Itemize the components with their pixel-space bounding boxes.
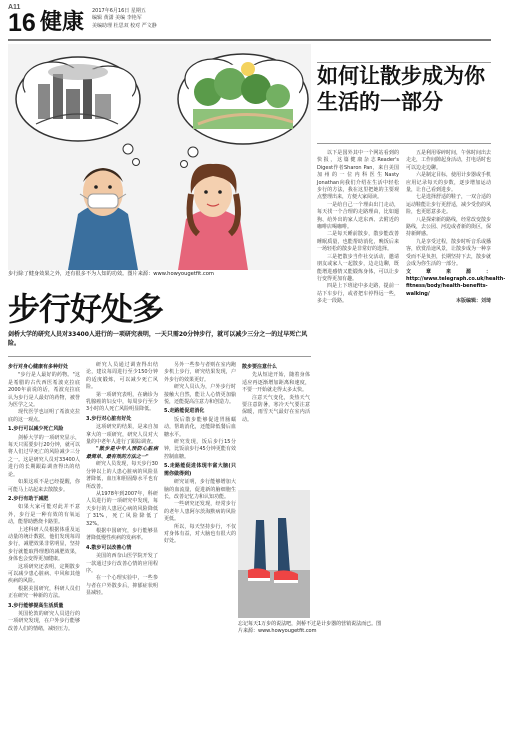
paragraph: 从1978年到2007年，科研人员进行的一项研究中发现，每天步行的人患冠心病的风险降低了31%，死亡风险降低了32%。 xyxy=(86,490,158,527)
paragraph: 现代医学也证明了希波克拉底的这一观点。 xyxy=(8,409,80,423)
paragraph: 这项研究还表明，定期散步可以减少患心脏病、中风和其他疾病的风险。 xyxy=(8,563,80,585)
illustration-svg xyxy=(8,44,311,270)
header-info xyxy=(92,8,157,30)
section-heading: 步行对身心健康有多种好处 xyxy=(8,364,69,370)
paragraph: 以下是国外其中一个网站看到的快报，这篇健康杂志Reader's Digest作者Sharon Pan，来自美国加州的一位内科医生Nasty Jonathan向我们介绍在生活中轻松步行的方法，我在这里把她的主要观点整理出来，方便大家阅读。 xyxy=(317,150,399,201)
figure-caption: 忘记每天1万步的说法吧，剑桥不过是计步器的营销说法而已。图片来源：www.howyougetfit.com xyxy=(238,621,382,634)
paragraph: 一些研究还发现，经常步行的老年人患阿尔茨海默病的风险更低。 xyxy=(164,501,236,523)
section-heading: 5.走路能促进体现丰富大脑(只需你做得到) xyxy=(164,463,236,477)
paragraph: 剑桥大学的一项研究显示，每天只需要步行20分钟，就可以将人们过早死亡的风险减少三分之一。这是研究人员对33400人进行的长期跟踪调查得出的结论。 xyxy=(8,434,80,478)
sidebar-title: 散步要注意什么 xyxy=(242,364,278,370)
paragraph: 上述科研人员根据体重及运动量的统计数据，他们发现每周步行，减肥效果非常明显，坚持步行就能取得理想的减肥效果，身体也会变得更加健康。 xyxy=(8,526,80,563)
paragraph: 二是每天睡前散步，散步能改善睡眠质量，也能帮助消化，晚饭后来一场轻松的散步是非常好的选择。 xyxy=(317,231,399,253)
header-info-line: 2017年6月16日 星期五 xyxy=(92,8,146,14)
main-article-title: 步行好处多 xyxy=(8,290,164,328)
article-column-2 xyxy=(86,362,158,746)
walking-shoes-icon xyxy=(238,490,310,618)
paragraph: 四是上下班途中多走路，提前一站下车步行，或者把车停得远一些，多走一段路。 xyxy=(317,283,399,305)
illustration-caption: 步行除了健身效果之外，还有很多不为人知的功效。图片来源：www.howyougetfit.com xyxy=(8,271,214,277)
article-column-4 xyxy=(242,362,310,484)
paragraph: 如果这项不是已经提醒，你可能马上站起来去散散步。 xyxy=(8,479,80,493)
page-number: 16 xyxy=(8,9,36,37)
section-heading: 4.散步可以改善心情 xyxy=(86,544,132,551)
editor-credit: 本版编辑：刘琦 xyxy=(455,298,491,305)
paragraph: 另外一些参与者则在室内跑步机上步行，研究结果发现，户外步行的效果更好。 xyxy=(164,362,236,383)
section-heading: 3.步行对心脏有好处 xyxy=(86,415,132,422)
paragraph: 五是利用零碎时间，午休时间出去走走，工作间隙起身活动，打电话时也可以边走边聊。 xyxy=(406,150,492,171)
right-title-rule xyxy=(317,62,491,63)
article-lede: 剑桥大学的研究人员对33400人进行的一项研究表明，一天只需20分钟步行，就可以减少三分之一的过早死亡风险。 xyxy=(8,331,308,347)
paragraph: 研究人员认为，户外步行时接触大自然，能让人心情更加愉悦，还能提高注意力和创造力。 xyxy=(164,384,236,406)
paragraph: 研究人员通过调查得出结论，建议每周进行至少150分钟的适度锻炼，可以减少死亡风险。 xyxy=(86,362,158,391)
main-illustration xyxy=(8,44,311,270)
lede-rule xyxy=(8,356,311,357)
pull-quote: "散步是中年人预防心脏病最简单、最有效的方法之一" xyxy=(86,446,158,460)
right-column-1 xyxy=(317,150,399,740)
paragraph: 先从短途开始，随着身体适应再逐渐增加距离和速度，不要一开始就走得太多太快。 xyxy=(242,372,310,394)
paragraph: 英国伦敦的研究人员进行的一项研究发现，在户外步行能够改善人们的情绪，减轻压力。 xyxy=(8,611,80,632)
walking-figure xyxy=(238,490,310,618)
section-heading: 1.步行可以减少死亡风险 xyxy=(8,426,64,433)
right-article-title: 如何让散步成为你生活的一部分 xyxy=(317,64,485,114)
paragraph: 注意天气变化，炎热天气要注意防暑，寒冷天气要注意保暖，雨雪天气最好在室内活动。 xyxy=(242,394,310,423)
paragraph: 六是制定目标，使用计步器或手机应用记录每天的步数，逐步增加运动量，让自己看到进步。 xyxy=(406,172,492,194)
paragraph: 研究发现，饭后步行15分钟，比饭前步行45分钟更能有效控制血糖。 xyxy=(164,439,236,460)
paragraph: 八是探索新的路线，经常改变散步路线，去公园、河边或者新的街区，保持新鲜感。 xyxy=(406,216,492,238)
paragraph: 美国的西奈山医学院开发了一款通过步行改善心情的应用程序。 xyxy=(86,553,158,574)
paragraph: 根据中国研究，步行能够显著降低慢性疾病的发病率。 xyxy=(86,527,158,542)
paragraph: 七是选择舒适的鞋子，一双合适的运动鞋能让步行更舒适，减少受伤的风险，也更愿意多走。 xyxy=(406,194,492,216)
header-info-line: 编辑 黄潇 美编 李艳军 xyxy=(92,15,142,22)
paragraph: "步行是人最好的药物。"这是希腊的古代西医希波克拉底2000年前说的话，希波克拉底认为步行是人最好的药物，被誉为医学之父。 xyxy=(8,372,80,409)
right-column-2 xyxy=(406,150,505,740)
header-info-line: 美编助理 杜思双 校对 严文静 xyxy=(92,22,157,29)
paragraph: 一是给自己一个理由出门走动，每天找一个合理的走路理由，比如遛狗、给外出的家人送东西、去附近的咖啡店喝咖啡。 xyxy=(317,201,399,231)
header-divider xyxy=(8,39,491,41)
section-heading: 3.步行能够提高生活质量 xyxy=(8,602,64,609)
section-heading: 5.走路能促进消化 xyxy=(164,408,205,415)
source-link[interactable]: 文章来源：http://www.telegraph.co.uk/health-fitness/body/health-benefits-walking/ xyxy=(406,268,505,297)
paragraph: 根据美国研究，科研人员们正在研究一种新的方法。 xyxy=(8,585,80,600)
issue-letter: A11 xyxy=(8,4,21,11)
paragraph: 三是把散步当作社交活动，邀请朋友或家人一起散步，边走边聊，既能增进感情又能锻炼身体，可以让步行变得更加有趣。 xyxy=(317,253,399,282)
paragraph: 所以，每天坚持步行，不仅对身体有益，对大脑也有很大的好处。 xyxy=(164,523,236,545)
paragraph: 九是享受过程，散步时听音乐或播客，欣赏沿途风景，让散步成为一种享受而不是负担，长期坚持下去，散步就会成为你生活的一部分。 xyxy=(406,238,492,268)
paragraph: 如果大家可能对此并不意外，步行是一种有效的有氧运动，能帮助燃烧卡路里。 xyxy=(8,504,80,526)
paragraph: 这项研究的结果，是来自加拿大的一项研究，研究人员对大量的中老年人进行了跟踪调查。 xyxy=(86,424,158,446)
paragraph: 研究证明，步行能够增加大脑的血流量，促进新的脑细胞生长，改善记忆力和认知功能。 xyxy=(164,479,236,500)
article-column-1 xyxy=(8,362,80,746)
paragraph: 第一项研究表明，在确诊为乳腺癌的妇女中，每周步行至少3小时的人死亡风险明显降低。 xyxy=(86,391,158,413)
paragraph: 饭后散步能够促进胃肠蠕动，帮助消化，还能降低餐后血糖水平。 xyxy=(164,416,236,438)
city-skyline-icon xyxy=(36,64,118,124)
section-heading: 2.步行有助于减肥 xyxy=(8,495,49,502)
right-title-rule-bottom xyxy=(317,143,491,144)
section-title: 健康 xyxy=(40,10,85,35)
paragraph: 研究人员发现，每天步行30分钟以上的人患心脏病的风险显著降低，血压和胆固醇水平也有所改善。 xyxy=(86,461,158,490)
article-column-3 xyxy=(164,362,236,746)
paragraph: 在一个心理实验中，一些参与者在户外散步后，抑郁症状明显减轻。 xyxy=(86,575,158,597)
